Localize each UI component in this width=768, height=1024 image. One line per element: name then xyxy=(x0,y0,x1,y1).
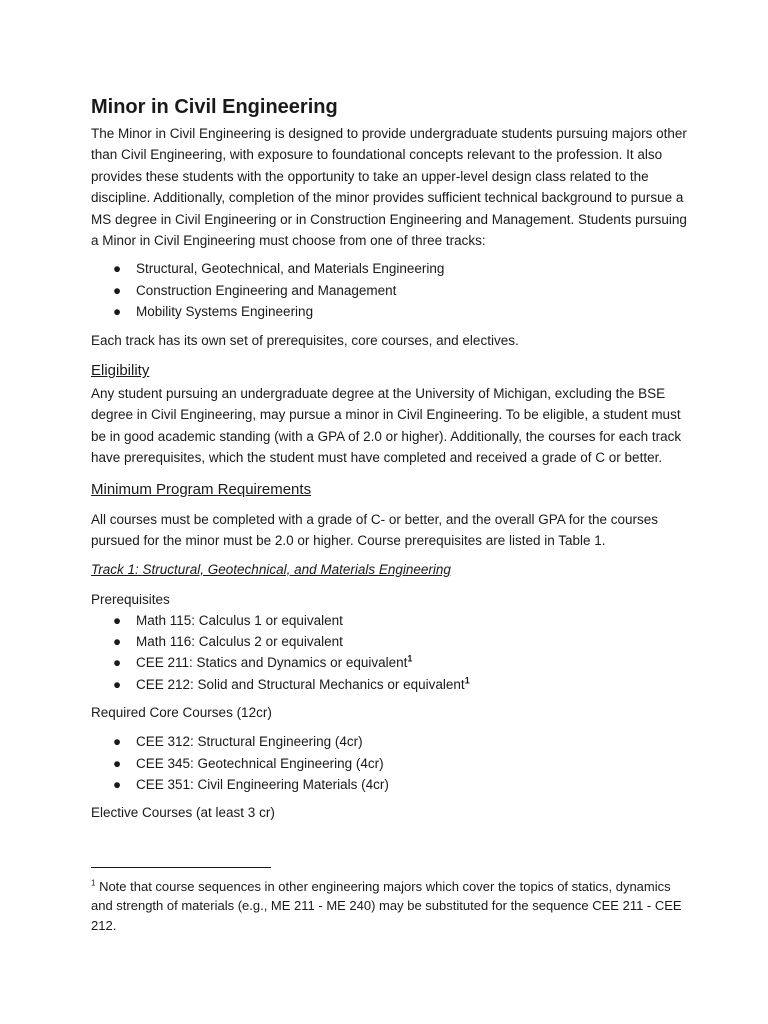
elective-courses-label: Elective Courses (at least 3 cr) xyxy=(91,805,275,821)
list-item: ● Math 115: Calculus 1 or equivalent xyxy=(91,610,691,631)
list-item: ● Mobility Systems Engineering xyxy=(91,301,691,322)
core-courses-label: Required Core Courses (12cr) xyxy=(91,705,272,721)
bullet-icon: ● xyxy=(113,676,122,692)
bullet-icon: ● xyxy=(113,734,122,750)
intro-paragraph: The Minor in Civil Engineering is designed to provide undergraduate students pursuing majors other than Civil Engineering, with exposure to foundational concepts relevant to the profession. It also provides these students with the opportunity to take an upper-level design class related to the discipline. Additionally, completion of the minor provides sufficient technical background to pursue a MS degree in Civil Engineering or in Construction Engineering and Management. Students pursuing a Minor in Civil Engineering must choose from one of three tracks: xyxy=(91,126,687,249)
bullet-icon: ● xyxy=(113,282,122,298)
document-body xyxy=(91,93,691,823)
tracks-list xyxy=(91,258,691,322)
list-item: ● CEE 351: Civil Engineering Materials (4cr) xyxy=(91,774,691,795)
eligibility-paragraph: Any student pursuing an undergraduate degree at the University of Michigan, excluding the BSE degree in Civil Engineering, may pursue a minor in Civil Engineering. To be eligible, a student must be in good academic standing (with a GPA of 2.0 or higher). Additionally, the courses for each track have prerequisites, which the student must have completed and received a grade of C or better. xyxy=(91,386,682,466)
list-item: ● Structural, Geotechnical, and Materials Engineering xyxy=(91,258,691,279)
list-item: ● CEE 312: Structural Engineering (4cr) xyxy=(91,731,691,752)
footnote-marker: 1 xyxy=(407,653,413,664)
requirements-paragraph: All courses must be completed with a grade of C- or better, and the overall GPA for the courses pursued for the minor must be 2.0 or higher. Course prerequisites are listed in Table 1. xyxy=(91,511,659,549)
tracks-note: Each track has its own set of prerequisites, core courses, and electives. xyxy=(91,332,519,348)
footnote-marker: 1 xyxy=(464,675,470,686)
footnote-marker: 1 xyxy=(91,878,96,888)
list-item: ● Construction Engineering and Management xyxy=(91,280,691,301)
bullet-icon: ● xyxy=(113,655,122,671)
bullet-icon: ● xyxy=(113,755,122,771)
footnote xyxy=(91,877,691,935)
bullet-icon: ● xyxy=(113,304,122,320)
list-item: ● CEE 211: Statics and Dynamics or equivalent$^1$ xyxy=(91,652,691,673)
requirements-heading: Minimum Program Requirements xyxy=(91,480,312,498)
footnote-divider xyxy=(91,867,271,868)
prerequisites-label: Prerequisites xyxy=(91,591,170,607)
list-item: ● CEE 212: Solid and Structural Mechanics or equivalent$^1$ xyxy=(91,674,691,695)
bullet-icon: ● xyxy=(113,776,122,792)
eligibility-heading: Eligibility xyxy=(91,362,150,380)
footnote-text: Note that course sequences in other engineering majors which cover the topics of statics, dynamics and strength of materials (e.g., ME 211 - ME 240) may be substituted for the sequence CEE 211 - CEE 212. xyxy=(91,879,682,933)
bullet-icon: ● xyxy=(113,261,122,277)
bullet-icon: ● xyxy=(113,612,122,628)
page-title: Minor in Civil Engineering xyxy=(91,96,338,118)
prerequisites-list xyxy=(91,610,691,696)
list-item: ● CEE 345: Geotechnical Engineering (4cr) xyxy=(91,753,691,774)
track1-heading: Track 1: Structural, Geotechnical, and Materials Engineering xyxy=(91,561,451,577)
core-courses-list xyxy=(91,731,691,795)
list-item: ● Math 116: Calculus 2 or equivalent xyxy=(91,631,691,652)
bullet-icon: ● xyxy=(113,633,122,649)
